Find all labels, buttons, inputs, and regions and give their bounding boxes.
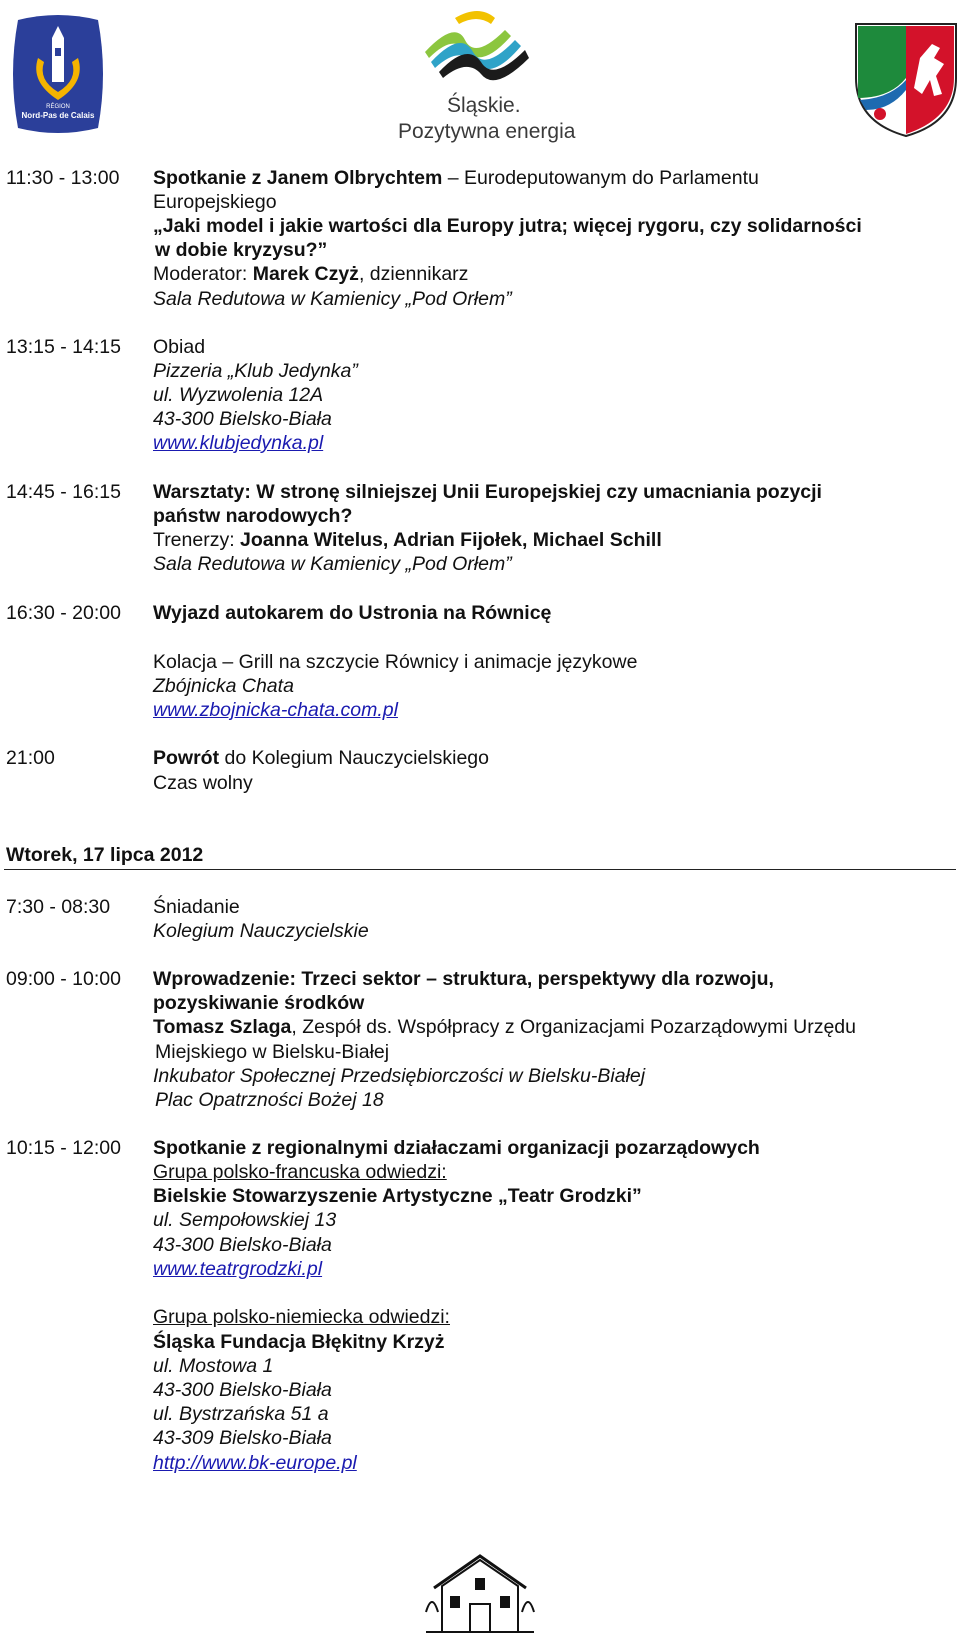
header-logos [0, 0, 960, 160]
venue: Zbójnicka Chata [153, 675, 294, 697]
session-title-cont: Europejskiego [153, 191, 277, 213]
session-subtitle: Czas wolny [153, 772, 253, 794]
day-heading: Wtorek, 17 lipca 2012 [6, 844, 204, 866]
website-link[interactable]: www.klubjedynka.pl [153, 432, 324, 454]
time-slot: 7:30 - 08:30 [6, 896, 111, 918]
group-heading: Grupa polsko-niemiecka odwiedzi: [153, 1306, 450, 1328]
speaker-role: , Zespół ds. Współpracy z Organizacjami Pozarządowymi Urzędu [291, 1016, 856, 1038]
nrw-coat-of-arms-icon [850, 18, 960, 138]
group-heading: Grupa polsko-francuska odwiedzi: [153, 1161, 447, 1183]
venue: Sala Redutowa w Kamienicy „Pod Orłem” [153, 553, 512, 575]
organization-name: Śląska Fundacja Błękitny Krzyż [153, 1331, 445, 1353]
trainers-label: Trenerzy: [153, 529, 241, 551]
time-slot: 11:30 - 13:00 [6, 167, 120, 189]
moderator-role: , dziennikarz [358, 263, 469, 285]
address-street: ul. Mostowa 1 [153, 1355, 274, 1377]
region-nord-pas-de-calais-logo [8, 14, 108, 134]
time-slot: 14:45 - 16:15 [6, 481, 121, 503]
session-subtitle: Kolacja – Grill na szczycie Równicy i animacje językowe [153, 651, 638, 673]
divider [4, 869, 956, 870]
session-title: Spotkanie z regionalnymi działaczami organizacji pozarządowych [153, 1137, 760, 1159]
venue: Pizzeria „Klub Jedynka” [153, 360, 358, 382]
moderator-label: Moderator: [153, 263, 253, 285]
session-title-cont: państw narodowych? [153, 505, 353, 527]
session-title: Wprowadzenie: Trzeci sektor – struktura, perspektywy dla rozwoju, [153, 968, 774, 990]
venue: Kolegium Nauczycielskie [153, 920, 369, 942]
address-city: 43-300 Bielsko-Biała [153, 1379, 332, 1401]
session-title-rest: – Eurodeputowanym do Parlamentu [442, 167, 759, 189]
session-title: Wyjazd autokarem do Ustronia na Równicę [153, 602, 552, 624]
slaskie-text: Śląskie. [447, 94, 521, 117]
time-slot: 13:15 - 14:15 [6, 336, 121, 358]
session-question-cont: w dobie kryzysu?” [155, 239, 328, 261]
session-title [153, 166, 759, 190]
address-street: ul. Wyzwolenia 12A [153, 384, 324, 406]
session-title: Obiad [153, 336, 206, 358]
session-title: Warsztaty: W stronę silniejszej Unii Europejskiej czy umacniania pozycji [153, 481, 822, 503]
moderator-line [153, 262, 468, 286]
session-title-bold: Spotkanie z Janem Olbrychtem [153, 167, 443, 189]
slaskie-slogan: Pozytywna energia [398, 120, 576, 143]
venue: Sala Redutowa w Kamienicy „Pod Orłem” [153, 288, 512, 310]
session-title: Śniadanie [153, 896, 240, 918]
time-slot: 10:15 - 12:00 [6, 1137, 121, 1159]
logo-left-text1: RÉGION [46, 104, 70, 110]
session-title-cont: pozyskiwanie środków [153, 992, 365, 1014]
speaker-line [153, 1015, 856, 1039]
speaker-role-cont: Miejskiego w Bielsku-Białej [155, 1041, 390, 1063]
moderator-name: Marek Czyż [252, 263, 359, 285]
time-slot: 16:30 - 20:00 [6, 602, 121, 624]
venue: Inkubator Społecznej Przedsiębiorczości w Bielsku-Białej [153, 1065, 646, 1087]
time-slot: 09:00 - 10:00 [6, 968, 121, 990]
address-city: 43-309 Bielsko-Biała [153, 1427, 332, 1449]
website-link[interactable]: www.teatrgrodzki.pl [153, 1258, 323, 1280]
session-title-rest: do Kolegium Nauczycielskiego [219, 747, 489, 769]
logo-left-text2: Nord-Pas de Calais [21, 111, 95, 120]
address-street: ul. Bystrzańska 51 a [153, 1403, 329, 1425]
website-link[interactable]: http://www.bk-europe.pl [153, 1452, 357, 1474]
trainers-names: Joanna Witelus, Adrian Fijołek, Michael Schill [240, 529, 662, 551]
time-slot: 21:00 [6, 747, 55, 769]
address-street: Plac Opatrzności Bożej 18 [155, 1089, 384, 1111]
website-link[interactable]: www.zbojnicka-chata.com.pl [153, 699, 398, 721]
organization-name: Bielskie Stowarzyszenie Artystyczne „Teatr Grodzki” [153, 1185, 642, 1207]
session-title-bold: Powrót [153, 747, 220, 769]
session-question: „Jaki model i jakie wartości dla Europy jutra; więcej rygoru, czy solidarności [153, 215, 862, 237]
address-city: 43-300 Bielsko-Biała [153, 1234, 332, 1256]
speaker-name: Tomasz Szlaga [153, 1016, 292, 1038]
session-title [153, 746, 489, 770]
address-city: 43-300 Bielsko-Biała [153, 408, 332, 430]
trainers-line [153, 528, 662, 552]
building-drawing-icon [420, 1552, 540, 1636]
address-street: ul. Sempołowskiej 13 [153, 1209, 337, 1231]
